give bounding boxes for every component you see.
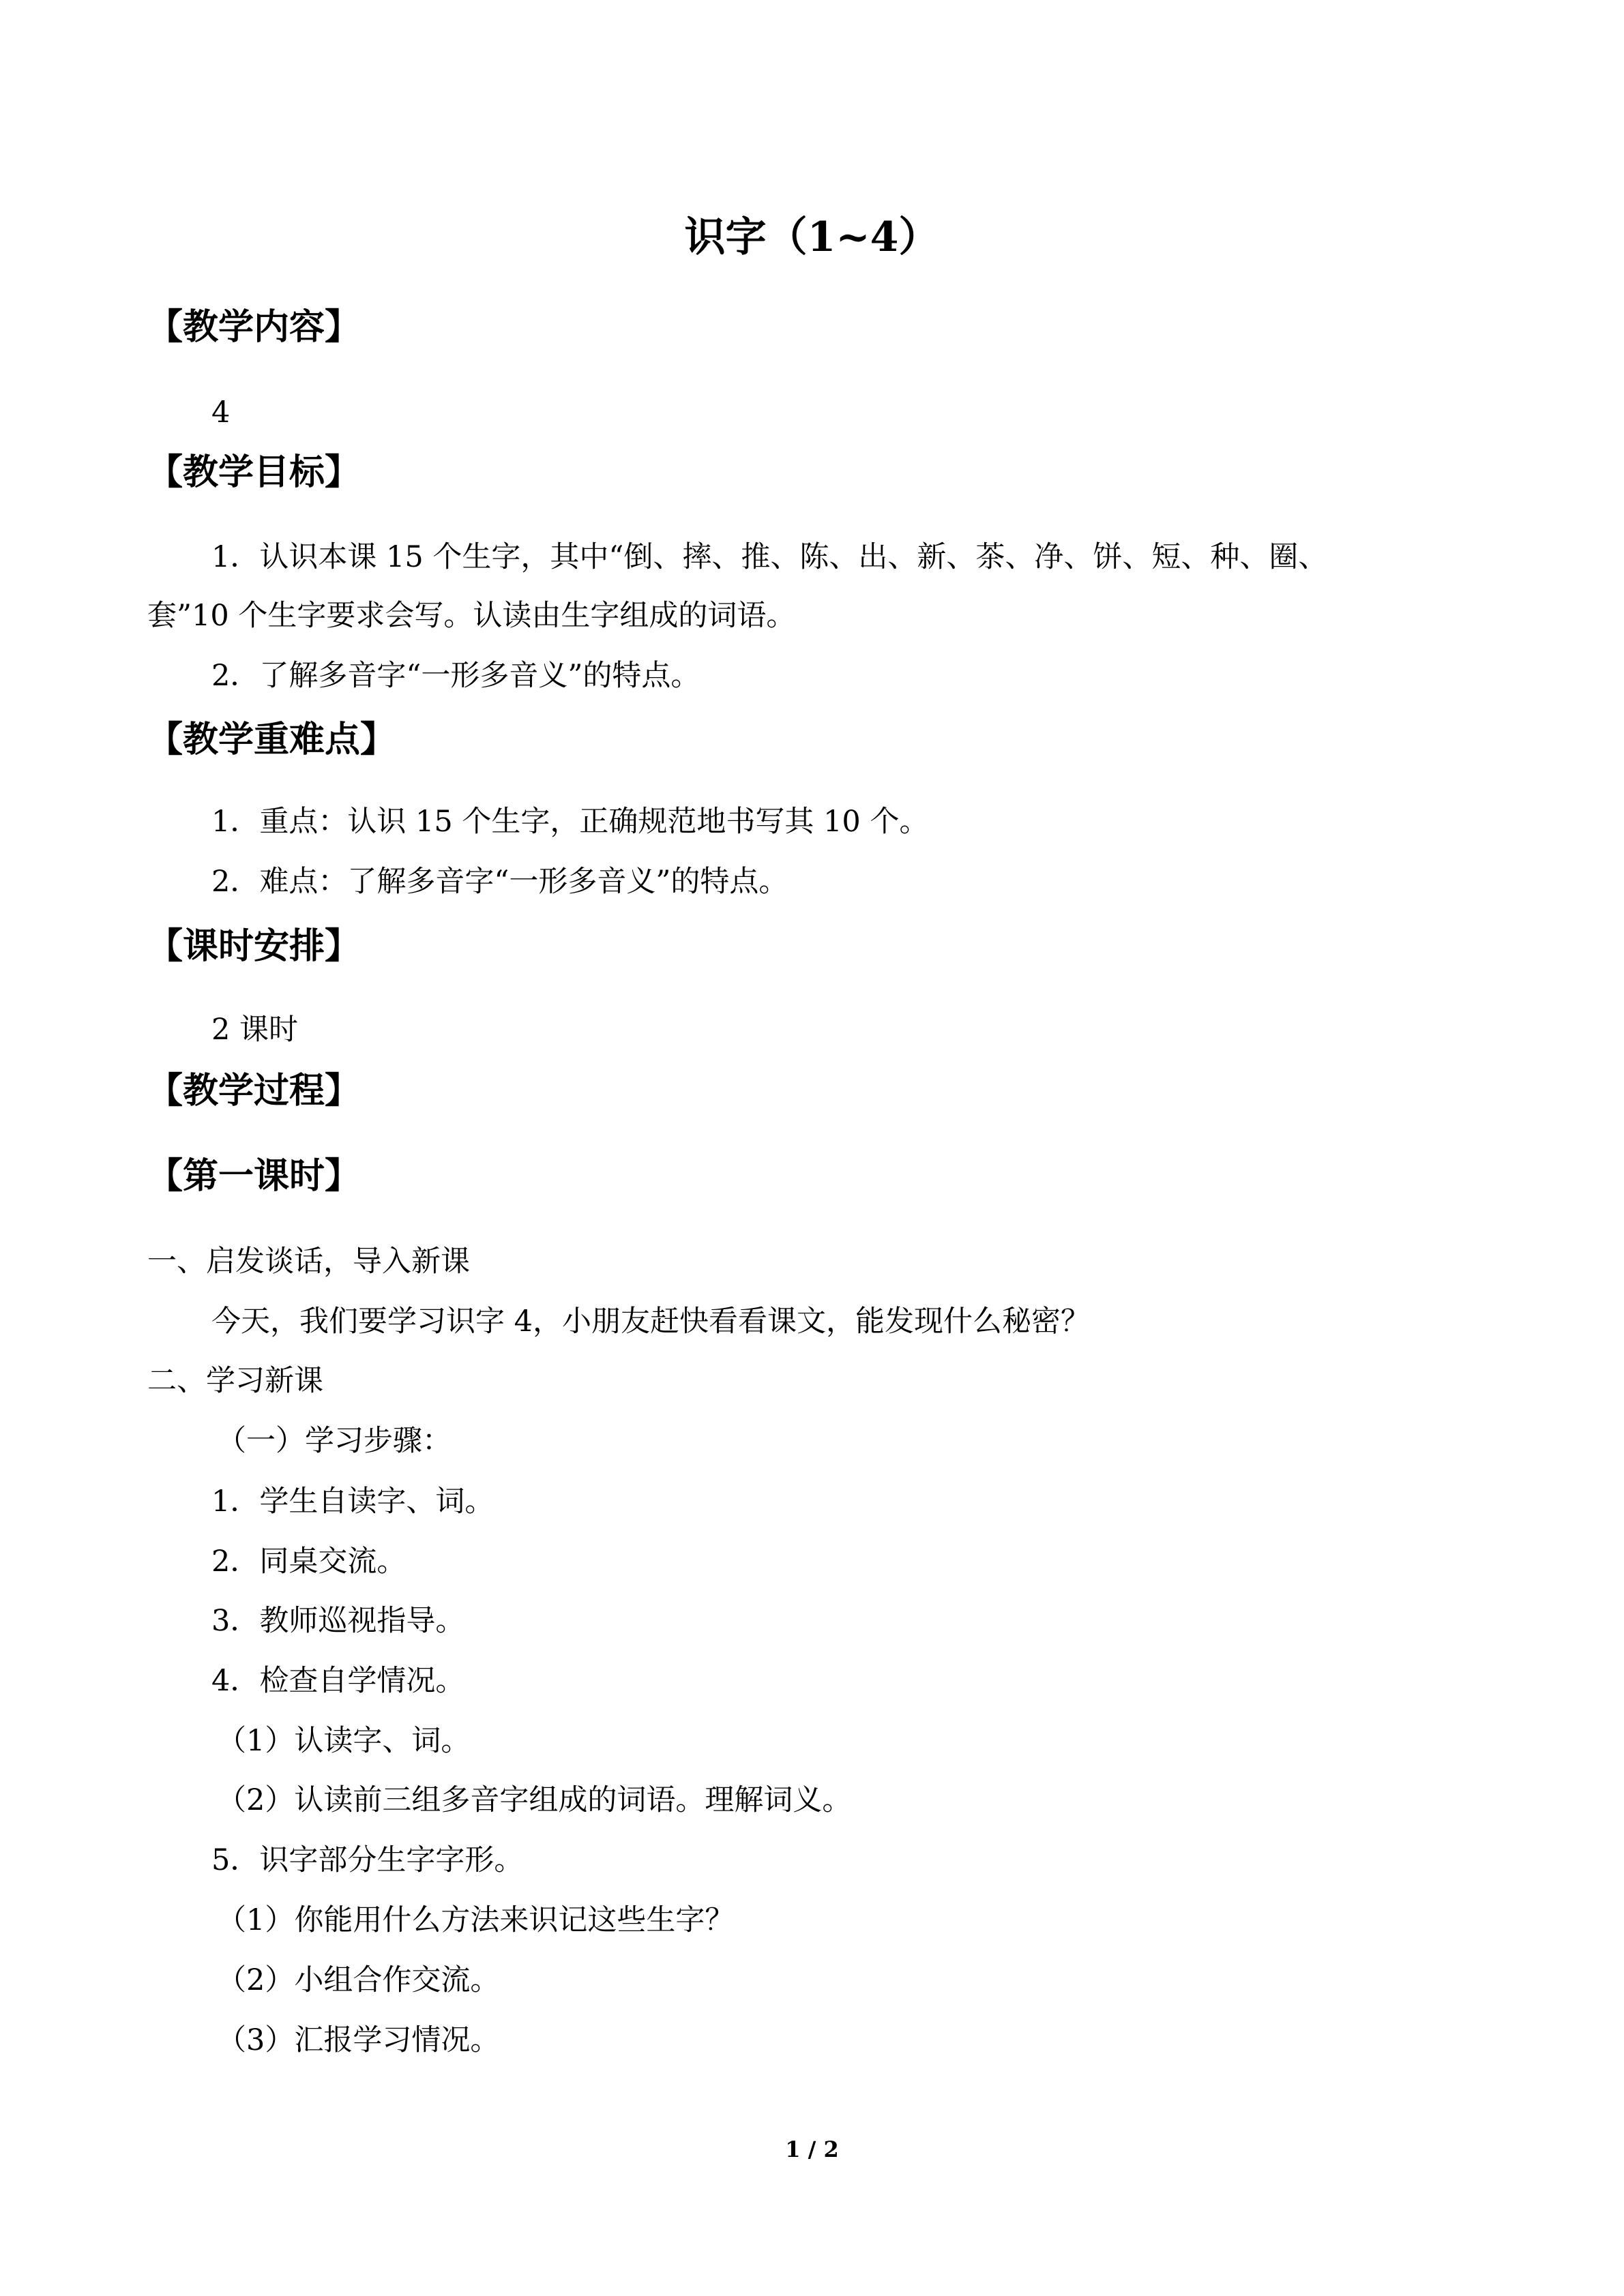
heading-teaching-content: 【教学内容】 <box>147 306 361 348</box>
list-item-5-1: （1）你能用什么方法来识记这些生字？ <box>217 1903 735 1937</box>
goal-2: 2．了解多音字“一形多音义”的特点。 <box>211 659 700 693</box>
step-1-heading: 一、启发谈话，导入新课 <box>147 1244 470 1279</box>
page-number: 1 / 2 <box>785 2136 839 2162</box>
heading-teaching-process: 【教学过程】 <box>147 1070 361 1112</box>
list-item-1: 1．学生自读字、词。 <box>211 1485 494 1519</box>
list-item-5: 5．识字部分生字字形。 <box>211 1843 524 1877</box>
list-item-5-2: （2）小组合作交流。 <box>217 1963 500 1997</box>
step-2-subheading: （一）学习步骤： <box>217 1424 452 1458</box>
list-item-4-2: （2）认读前三组多音字组成的词语。理解词义。 <box>217 1783 852 1817</box>
list-item-5-3: （3）汇报学习情况。 <box>217 2023 500 2057</box>
heading-teaching-goals: 【教学目标】 <box>147 451 361 493</box>
heading-schedule: 【课时安排】 <box>147 925 361 967</box>
teaching-content-text: 4 <box>211 396 231 430</box>
step-1-text: 今天，我们要学习识字 4，小朋友赶快看看课文，能发现什么秘密？ <box>211 1304 1091 1339</box>
heading-first-lesson: 【第一课时】 <box>147 1155 361 1197</box>
list-item-4-1: （1）认读字、词。 <box>217 1724 471 1758</box>
heading-key-points: 【教学重难点】 <box>147 719 396 760</box>
list-item-4: 4．检查自学情况。 <box>211 1664 465 1698</box>
list-item-3: 3．教师巡视指导。 <box>211 1604 465 1638</box>
list-item-2: 2．同桌交流。 <box>211 1545 407 1579</box>
key-point-2: 2．难点：了解多音字“一形多音义”的特点。 <box>211 865 788 899</box>
goal-1-line-1: 1．认识本课 15 个生字，其中“倒、摔、推、陈、出、新、茶、净、饼、短、种、圈、 <box>211 540 1328 574</box>
goal-1-line-2: 套”10 个生字要求会写。认读由生字组成的词语。 <box>147 599 796 633</box>
step-2-heading: 二、学习新课 <box>147 1364 323 1398</box>
key-point-1: 1．重点：认识 15 个生字，正确规范地书写其 10 个。 <box>211 805 929 839</box>
schedule-text: 2 课时 <box>211 1013 299 1047</box>
document-title: 识字（1~4） <box>684 213 940 261</box>
